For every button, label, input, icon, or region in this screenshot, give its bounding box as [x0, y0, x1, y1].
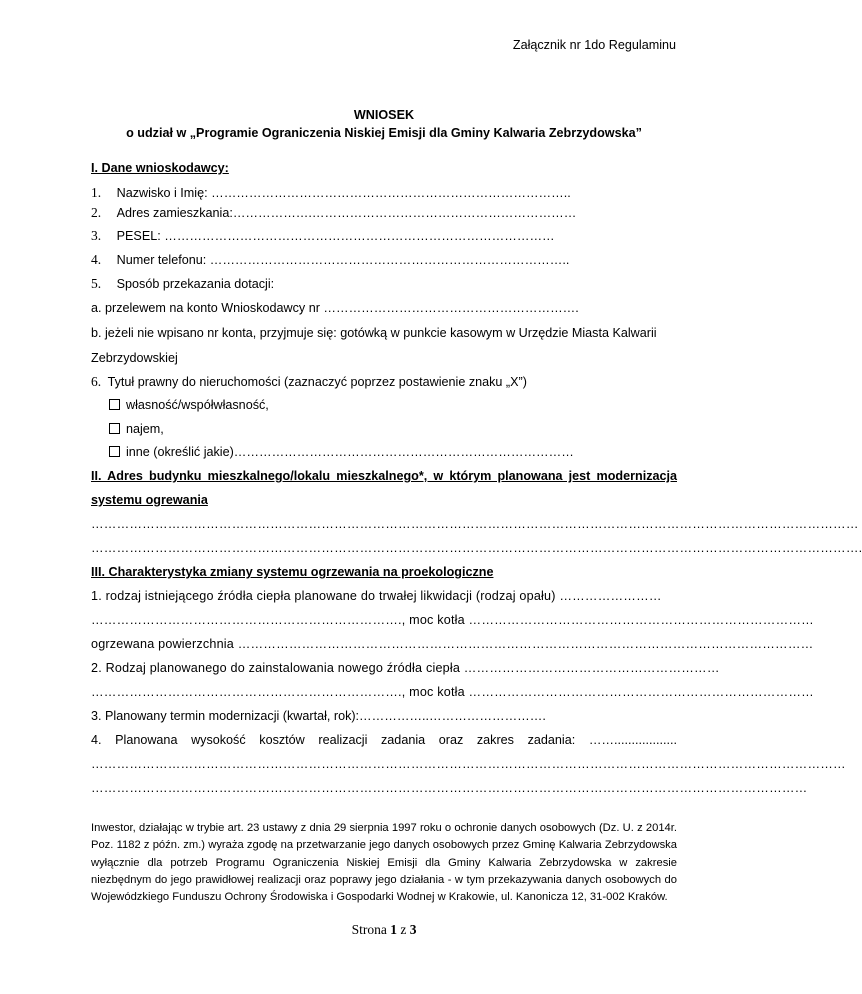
- field-address[interactable]: [91, 205, 576, 221]
- checkbox-icon[interactable]: [109, 423, 120, 434]
- building-address-line-1[interactable]: ………………………………………………………………………………………………………………………………………………………………: [91, 517, 859, 531]
- section-2-heading-cont: systemu ogrewania: [91, 493, 208, 507]
- field-label: Tytuł prawny do nieruchomości (zaznaczyć poprzez postawienie znaku „X”): [107, 375, 527, 389]
- field-label: Adres zamieszkania:……………….………………………………………………………: [116, 206, 577, 220]
- checkbox-lease[interactable]: najem,: [109, 422, 164, 436]
- section-2-heading: II. Adres budynku mieszkalnego/lokalu mieszkalnego*, w którym planowana jest modernizacja: [91, 469, 677, 483]
- item-number: 6.: [91, 374, 102, 389]
- page-number: Strona 1 z 3: [351, 922, 417, 937]
- checkbox-icon[interactable]: [109, 446, 120, 457]
- payment-option-cash: b. jeżeli nie wpisano nr konta, przyjmuje się: gotówką w punkcie kasowym w Urzędzie Miasta Kalwarii: [91, 326, 657, 340]
- field-name[interactable]: [91, 185, 571, 201]
- section-1-heading: I. Dane wnioskodawcy:: [91, 161, 229, 175]
- field-label: Nazwisko i Imię: …………………………………………………………………………..: [116, 186, 571, 200]
- checkbox-icon[interactable]: [109, 399, 120, 410]
- data-consent-statement: Inwestor, działając w trybie art. 23 ustawy z dnia 29 sierpnia 1997 roku o ochronie danych osobowych (Dz. U. z 2014r. Poz. 1182 z późn. zm.) wyraża zgodę na przetwarzanie jego danych osobowych przez Gminę Kalwaria Zebrzydowska wyłącznie dla potrzeb Programu Ograniczenia Niskiej Emisji dla Gminy Kalwaria Zebrzydowska w zakresie niezbędnym do jego prawidłowej realizacji oraz poprawy jego działania - w tym przekazywania danych osobowych do Wojewódzkiego Funduszu Ochrony Środowiska i Gospodarki Wodnej w Krakowie, ul. Kanonicza 12, 31-002 Kraków.: [91, 822, 677, 904]
- item-number: 2.: [91, 205, 102, 220]
- payment-option-cash-cont: Zebrzydowskiej: [91, 351, 178, 365]
- document-subtitle: o udział w „Programie Ograniczenia Niskiej Emisji dla Gminy Kalwaria Zebrzydowska”: [126, 126, 642, 140]
- field-label: Numer telefonu: …………………………………………………………………………..: [116, 253, 570, 267]
- item-number: 4.: [91, 252, 102, 267]
- field-label: Sposób przekazania dotacji:: [116, 277, 275, 291]
- new-heat-source-field[interactable]: 2. Rodzaj planowanego do zainstalowania nowego źródła ciepła ……………………………………………………: [91, 661, 720, 675]
- item-number: 3.: [91, 228, 102, 243]
- checkbox-other[interactable]: inne (określić jakie)………………………………………………………………………: [109, 445, 574, 459]
- section-3-heading: III. Charakterystyka zmiany systemu ogrzewania na proekologiczne: [91, 565, 494, 579]
- field-phone[interactable]: [91, 252, 569, 268]
- item-number: 5.: [91, 276, 102, 291]
- new-boiler-power-field[interactable]: ………………………………………………………………., moc kotła ………………………………………………………………………: [91, 685, 814, 699]
- payment-option-transfer[interactable]: a. przelewem na konto Wnioskodawcy nr …………………………………………………….: [91, 301, 579, 315]
- field-label: PESEL: …………………………………………………………………………………: [116, 229, 555, 243]
- heated-area-field[interactable]: ogrzewana powierzchnia ………………………………………………………………………………………………………………………: [91, 637, 814, 651]
- field-pesel[interactable]: [91, 228, 555, 244]
- planned-costs-line-2[interactable]: ……………………………………………………………………………………………………………………………………………………………: [91, 757, 846, 771]
- modernization-date-field[interactable]: 3. Planowany termin modernizacji (kwartał, rok):……………..……………………….: [91, 709, 546, 723]
- attachment-note: Załącznik nr 1do Regulaminu: [512, 38, 676, 52]
- checkbox-ownership[interactable]: własność/współwłasność,: [109, 398, 269, 412]
- existing-heat-source-field[interactable]: 1. rodzaj istniejącego źródła ciepła planowane do trwałej likwidacji (rodzaj opału) ……………………: [91, 589, 662, 603]
- building-address-line-2[interactable]: ……………………………………………………………………………………………………………………………………………………………….: [91, 541, 862, 555]
- planned-costs-line-3[interactable]: ……………………………………………………………………………………………………………………………………………………: [91, 781, 808, 795]
- document-title: WNIOSEK: [353, 108, 415, 122]
- planned-costs-field[interactable]: 4. Planowana wysokość kosztów realizacji zadania oraz zakres zadania: ……..................: [91, 733, 677, 747]
- existing-boiler-power-field[interactable]: ………………………………………………………………., moc kotła ………………………………………………………………………: [91, 613, 814, 627]
- payment-method-label: [91, 276, 274, 292]
- legal-title-label: [91, 374, 527, 390]
- item-number: 1.: [91, 185, 102, 200]
